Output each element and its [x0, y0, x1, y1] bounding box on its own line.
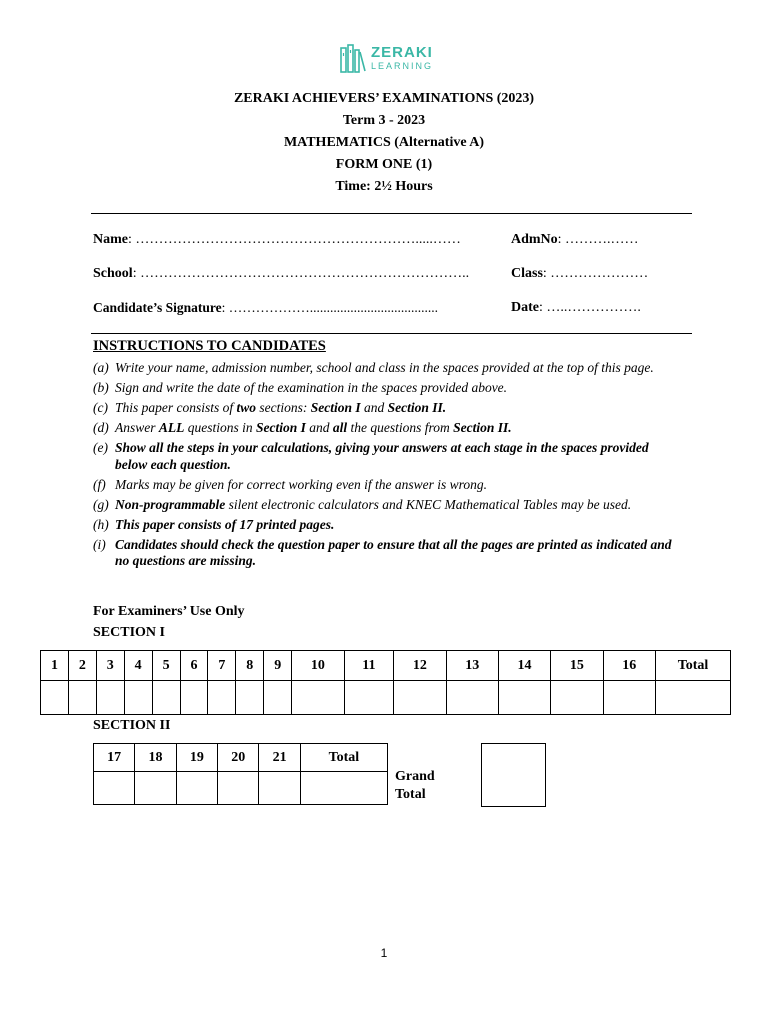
- instruction-text: This paper consists of: [115, 400, 237, 415]
- instruction-emphasis: all: [332, 420, 348, 435]
- instruction-i: [93, 537, 683, 570]
- admno-dots: : ……….……: [557, 232, 639, 247]
- s2-score-cell[interactable]: [300, 772, 387, 805]
- instruction-text: Candidates should check the question paper to ensure that all the pages are printed as indicated and no questions are missing.: [115, 536, 672, 568]
- s1-score-cell[interactable]: [96, 681, 124, 715]
- instruction-text: Sign and write the date of the examination in the spaces provided above.: [115, 380, 508, 395]
- s1-score-cell[interactable]: [180, 681, 208, 715]
- s1-header-cell: 5: [152, 651, 180, 681]
- s1-header-cell: 9: [264, 651, 292, 681]
- s2-score-cell[interactable]: [135, 772, 176, 805]
- exam-title: ZERAKI ACHIEVERS’ EXAMINATIONS (2023): [233, 91, 535, 106]
- instruction-text: sections:: [256, 400, 311, 415]
- class-dots: : …………………: [542, 266, 649, 281]
- section-1-marks-table: [40, 650, 731, 715]
- instruction-c: [93, 400, 683, 417]
- s1-score-cell[interactable]: [292, 681, 344, 715]
- instruction-d: [93, 420, 683, 437]
- s1-header-cell: 3: [96, 651, 124, 681]
- admno-field[interactable]: [511, 232, 639, 248]
- instruction-e: [93, 440, 683, 473]
- instruction-text: and: [360, 400, 388, 415]
- s1-score-cell[interactable]: [656, 681, 731, 715]
- fields-divider: [91, 333, 692, 334]
- grand-total-line1: Grand: [395, 769, 435, 784]
- instruction-b: [93, 380, 683, 397]
- class-field[interactable]: [511, 266, 648, 282]
- signature-field[interactable]: [93, 300, 438, 316]
- s2-header-cell: Total: [300, 744, 387, 772]
- s2-header-cell: 18: [135, 744, 176, 772]
- section-1-score-row: [41, 681, 731, 715]
- exam-subject: MATHEMATICS (Alternative A): [283, 135, 485, 150]
- s2-header-cell: 19: [176, 744, 217, 772]
- section-2-score-row: [94, 772, 388, 805]
- logo-brand: ZERAKI: [371, 44, 433, 61]
- section-1-header-row: [41, 651, 731, 681]
- instruction-text: questions in: [184, 420, 257, 435]
- s1-header-cell: 2: [68, 651, 96, 681]
- instruction-text: Answer: [115, 420, 159, 435]
- instruction-emphasis: Section II.: [453, 420, 512, 435]
- instruction-text: This paper consists of 17 printed pages.: [115, 516, 335, 532]
- s2-header-cell: 21: [259, 744, 300, 772]
- date-field[interactable]: [511, 300, 641, 316]
- s1-score-cell[interactable]: [124, 681, 152, 715]
- instruction-emphasis: ALL: [158, 420, 185, 435]
- exam-time: Time: 2½ Hours: [335, 179, 433, 194]
- section-2-marks-table: [93, 743, 388, 805]
- section-2-label: SECTION II: [93, 718, 171, 733]
- instruction-emphasis: Section I: [256, 420, 306, 435]
- grand-total-label: [395, 768, 435, 804]
- instruction-text: and: [305, 420, 333, 435]
- instruction-label: (c): [93, 400, 108, 415]
- s1-header-cell: Total: [656, 651, 731, 681]
- instruction-h: [93, 517, 683, 534]
- class-label: Class: [511, 266, 543, 281]
- s1-header-cell: 7: [208, 651, 236, 681]
- exam-term: Term 3 - 2023: [342, 113, 426, 128]
- s1-header-cell: 12: [394, 651, 446, 681]
- instruction-label: (i): [93, 536, 106, 552]
- instruction-text: Show all the steps in your calculations, giving your answers at each stage in the spaces provided below each question.: [115, 440, 649, 472]
- section-2-header-row: [94, 744, 388, 772]
- instructions-heading: INSTRUCTIONS TO CANDIDATES: [93, 338, 326, 354]
- date-label: Date: [511, 300, 539, 315]
- instruction-label: (b): [93, 380, 109, 395]
- instruction-emphasis: Non-programmable: [115, 496, 226, 512]
- s1-score-cell[interactable]: [236, 681, 264, 715]
- s1-score-cell[interactable]: [498, 681, 550, 715]
- s1-score-cell[interactable]: [68, 681, 96, 715]
- grand-total-line2: Total: [395, 787, 426, 802]
- name-dots: : …………………………………………………….....……: [128, 232, 461, 247]
- instruction-g: [93, 497, 683, 514]
- exam-form: FORM ONE (1): [335, 157, 433, 172]
- s1-header-cell: 14: [498, 651, 550, 681]
- zeraki-logo: [340, 42, 433, 74]
- instruction-emphasis: Section II.: [387, 400, 447, 415]
- s1-header-cell: 11: [344, 651, 394, 681]
- s1-header-cell: 15: [551, 651, 603, 681]
- s1-score-cell[interactable]: [208, 681, 236, 715]
- instruction-f: [93, 477, 683, 494]
- logo-subtitle: LEARNING: [371, 61, 434, 71]
- school-label: School: [93, 266, 133, 281]
- page-number: 1: [380, 946, 388, 960]
- name-field[interactable]: [93, 232, 461, 248]
- s1-header-cell: 10: [292, 651, 344, 681]
- instruction-emphasis: two: [236, 400, 257, 415]
- instruction-label: (f): [93, 476, 106, 492]
- instruction-text: Write your name, admission number, school and class in the spaces provided at the top of this page.: [115, 360, 654, 375]
- date-dots: : …..…………….: [539, 300, 641, 315]
- instruction-label: (h): [93, 516, 109, 532]
- s1-score-cell[interactable]: [603, 681, 655, 715]
- school-dots: : ……………………………………………………………..: [132, 266, 470, 281]
- instruction-emphasis: Section I: [310, 400, 361, 415]
- examiners-use-label: For Examiners’ Use Only: [93, 604, 245, 619]
- s2-header-cell: 20: [218, 744, 259, 772]
- s1-header-cell: 4: [124, 651, 152, 681]
- s1-score-cell[interactable]: [446, 681, 498, 715]
- instruction-label: (d): [93, 420, 109, 435]
- s1-header-cell: 1: [41, 651, 69, 681]
- books-icon: [340, 43, 366, 73]
- instruction-label: (a): [93, 360, 109, 375]
- s1-header-cell: 16: [603, 651, 655, 681]
- signature-label: Candidate’s Signature: [93, 300, 222, 315]
- instruction-text: Marks may be given for correct working even if the answer is wrong.: [115, 476, 488, 492]
- instruction-text: the questions from: [347, 420, 454, 435]
- section-1-label: SECTION I: [93, 625, 165, 640]
- s1-score-cell[interactable]: [394, 681, 446, 715]
- instruction-a: [93, 360, 683, 377]
- grand-total-box[interactable]: [481, 743, 546, 807]
- name-label: Name: [93, 232, 128, 247]
- s1-header-cell: 13: [446, 651, 498, 681]
- s1-score-cell[interactable]: [264, 681, 292, 715]
- s1-header-cell: 6: [180, 651, 208, 681]
- s1-score-cell[interactable]: [551, 681, 603, 715]
- s1-score-cell[interactable]: [41, 681, 69, 715]
- signature-dots: : ………………......................................: [221, 300, 439, 315]
- instructions-list: [93, 360, 683, 573]
- s2-score-cell[interactable]: [94, 772, 135, 805]
- instruction-label: (e): [93, 440, 108, 455]
- s2-header-cell: 17: [94, 744, 135, 772]
- s1-score-cell[interactable]: [152, 681, 180, 715]
- s2-score-cell[interactable]: [176, 772, 217, 805]
- s1-score-cell[interactable]: [344, 681, 394, 715]
- instruction-text: silent electronic calculators and KNEC Mathematical Tables may be used.: [225, 496, 632, 512]
- s2-score-cell[interactable]: [259, 772, 300, 805]
- school-field[interactable]: [93, 266, 469, 282]
- admno-label: AdmNo: [511, 232, 558, 247]
- instruction-label: (g): [93, 496, 109, 512]
- header-divider: [91, 213, 692, 214]
- s1-header-cell: 8: [236, 651, 264, 681]
- s2-score-cell[interactable]: [218, 772, 259, 805]
